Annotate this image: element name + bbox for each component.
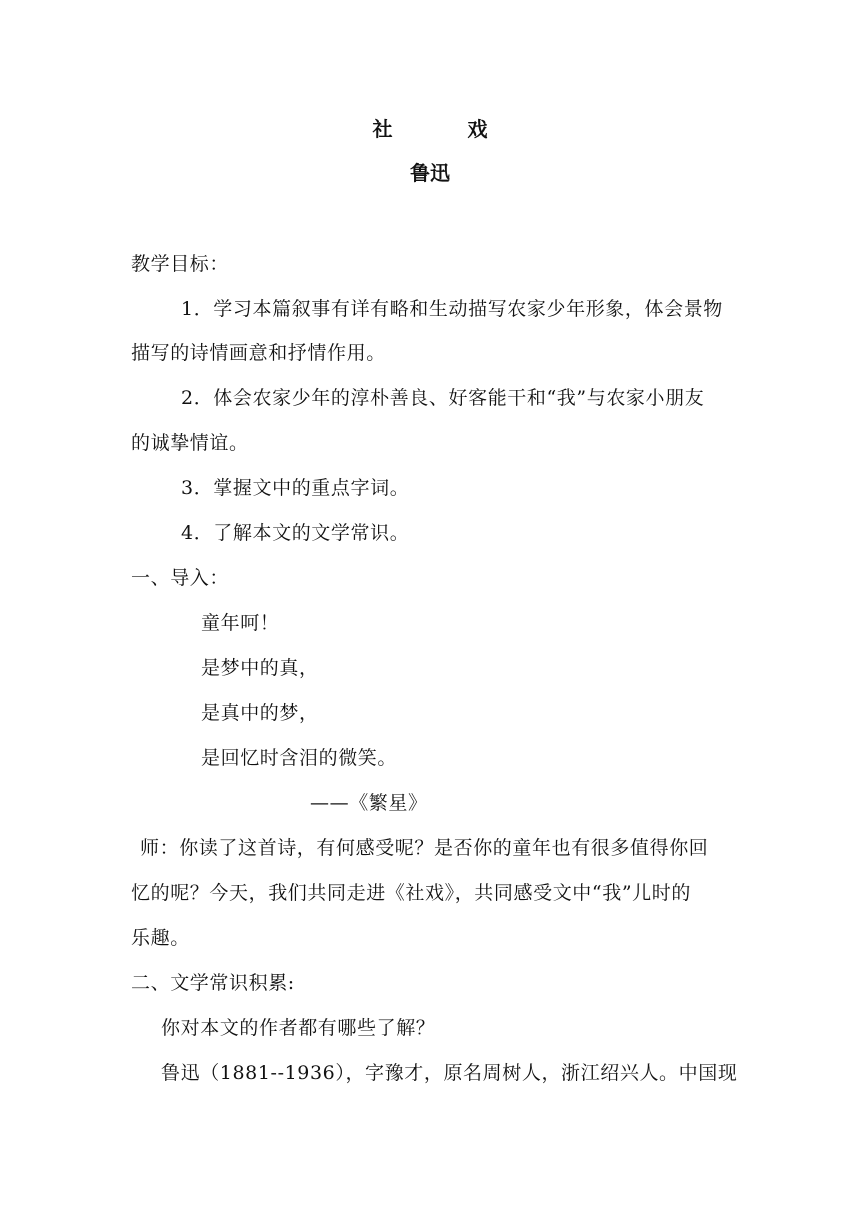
objective-2-line-1: 2．体会农家少年的淳朴善良、好客能干和“我”与农家小朋友 (181, 387, 705, 409)
section-1-heading: 一、导入： (131, 567, 230, 589)
teacher-line-2: 忆的呢？今天，我们共同走进《社戏》，共同感受文中“我”儿时的 (131, 882, 691, 904)
poem-line-1: 童年呵！ (201, 612, 280, 634)
author-answer-line-1: 鲁迅（1881--1936），字豫才，原名周树人，浙江绍兴人。中国现 (161, 1062, 738, 1084)
teacher-line-1: 师：你读了这首诗，有何感受呢？是否你的童年也有很多值得你回 (140, 837, 709, 859)
poem-line-2: 是梦中的真， (201, 657, 319, 679)
objectives-heading: 教学目标： (131, 253, 230, 275)
objective-4: 4．了解本文的文学常识。 (181, 522, 410, 544)
document-author: 鲁迅 (410, 161, 450, 185)
objective-1-line-2: 描写的诗情画意和抒情作用。 (131, 342, 386, 364)
objective-1-line-1: 1．学习本篇叙事有详有略和生动描写农家少年形象，体会景物 (181, 298, 723, 320)
author-question: 你对本文的作者都有哪些了解？ (161, 1017, 436, 1039)
poem-source: ——《繁星》 (310, 792, 428, 814)
poem-line-3: 是真中的梦， (201, 702, 319, 724)
section-2-heading: 二、文学常识积累: (131, 972, 295, 994)
poem-line-4: 是回忆时含泪的微笑。 (201, 747, 398, 769)
document-title: 社 戏 (372, 117, 522, 141)
objective-3: 3．掌握文中的重点字词。 (181, 477, 410, 499)
teacher-line-3: 乐趣。 (131, 927, 190, 949)
objective-2-line-2: 的诚挚情谊。 (131, 432, 249, 454)
